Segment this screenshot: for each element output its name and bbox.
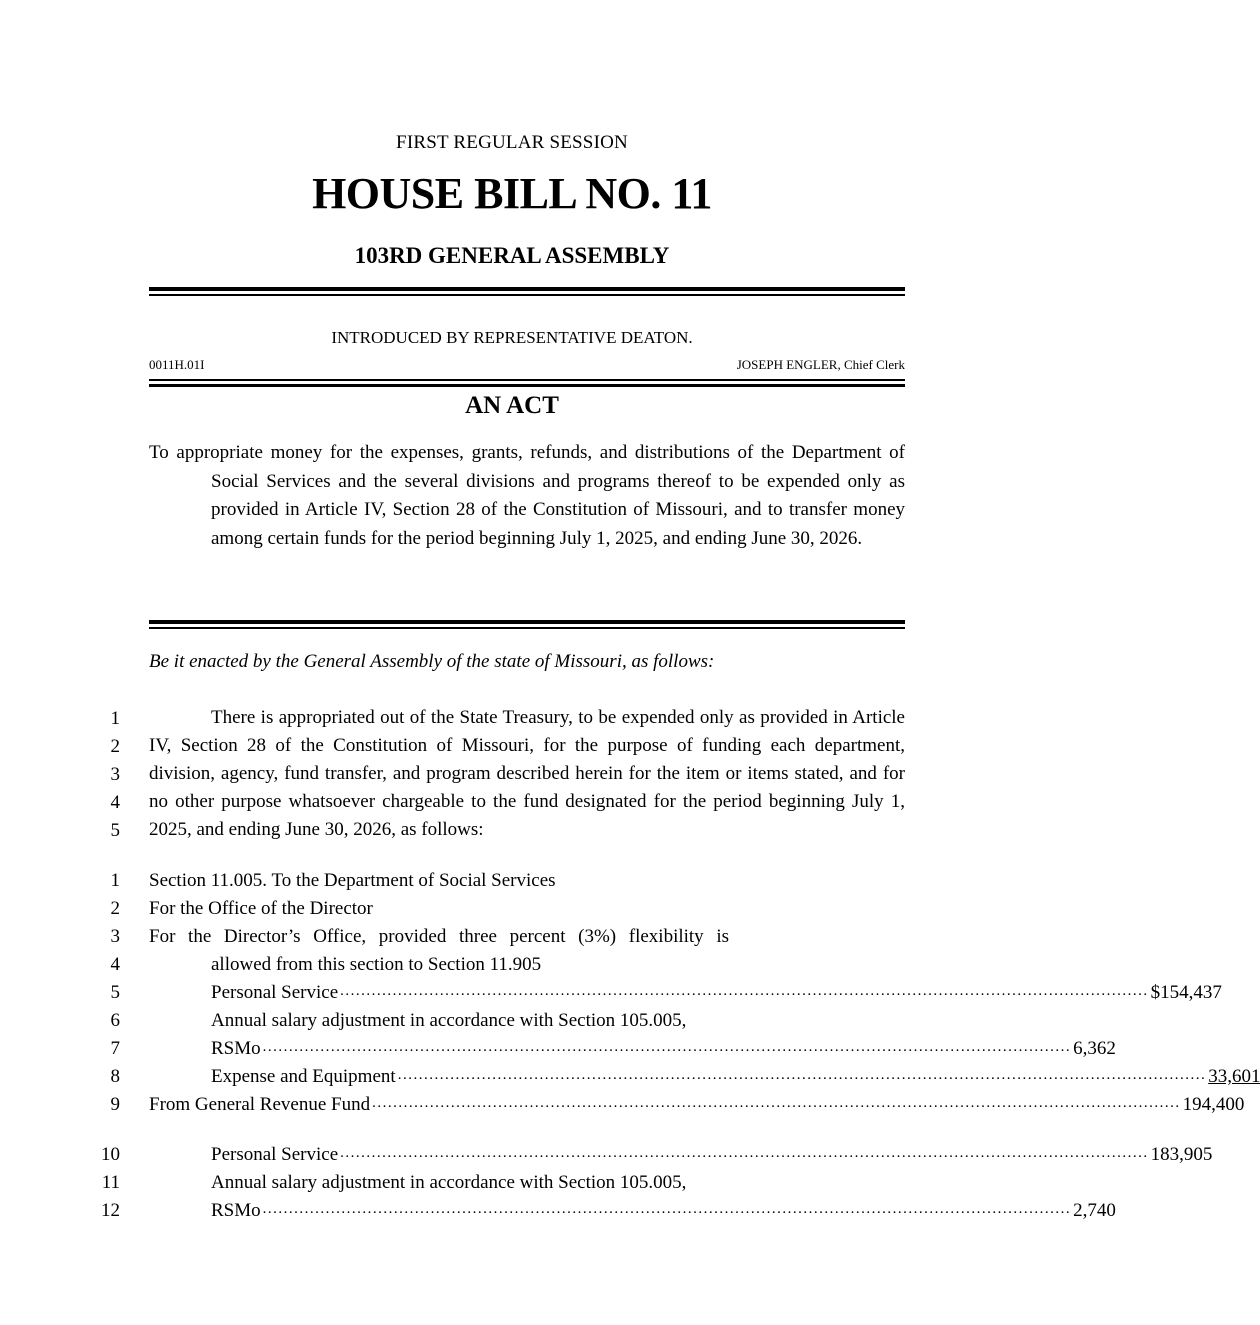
line-item bbox=[211, 1038, 1116, 1059]
item-label: Expense and Equipment bbox=[211, 1066, 396, 1087]
item-label: Personal Service bbox=[211, 1144, 339, 1165]
item-label: RSMo bbox=[211, 1200, 261, 1221]
line-number: 4 bbox=[110, 792, 120, 813]
line-number: 3 bbox=[110, 926, 120, 947]
item-label: Annual salary adjustment in accordance with Section 105.005, bbox=[211, 1172, 687, 1193]
line-number: 5 bbox=[110, 982, 120, 1003]
act-title: AN ACT bbox=[465, 392, 559, 419]
line-number: 4 bbox=[110, 954, 120, 975]
section-heading: Section 11.005. To the Department of Social Services bbox=[149, 870, 556, 891]
line-number: 2 bbox=[110, 736, 120, 757]
line-number: 9 bbox=[110, 1094, 120, 1115]
session-label: FIRST REGULAR SESSION bbox=[396, 132, 628, 153]
director-line-continued: allowed from this section to Section 11.905 bbox=[211, 954, 542, 975]
appropriation-text: There is appropriated out of the State Treasury, to be expended only as provided in Article IV, Section 28 of the Constitution of Missouri, for the purpose of funding each department, division, agency, fund transfer, and program described herein for the item or items stated, and for no other purpose whatsoever chargeable to the fund designated for the period beginning July 1, 2025, and ending June 30, 2026, as follows: bbox=[149, 707, 905, 840]
bill-code: 0011H.01I bbox=[149, 357, 205, 372]
line-number: 1 bbox=[110, 870, 120, 891]
leader-dots: .......................................................................................................................................................... bbox=[262, 1201, 1072, 1217]
line-number: 5 bbox=[110, 820, 120, 841]
item-amount: 2,740 bbox=[1073, 1200, 1116, 1221]
item-amount: 183,905 bbox=[1150, 1144, 1213, 1165]
line-number: 1 bbox=[110, 708, 120, 729]
fund-label: From General Revenue Fund bbox=[149, 1094, 371, 1115]
line-number: 12 bbox=[101, 1200, 120, 1221]
item-amount: 6,362 bbox=[1073, 1038, 1116, 1059]
line-number: 10 bbox=[101, 1144, 120, 1165]
introduced-by: INTRODUCED BY REPRESENTATIVE DEATON. bbox=[331, 328, 693, 347]
line-number: 8 bbox=[110, 1066, 120, 1087]
bill-number: HOUSE BILL NO. 11 bbox=[312, 169, 712, 218]
leader-dots: .......................................................................................................................................................... bbox=[340, 983, 1149, 999]
line-number: 7 bbox=[110, 1038, 120, 1059]
fund-total bbox=[149, 1094, 1245, 1115]
assembly-label: 103RD GENERAL ASSEMBLY bbox=[354, 243, 670, 268]
director-line: For the Director’s Office, provided three percent (3%) flexibility is bbox=[149, 926, 729, 947]
line-item bbox=[211, 1144, 1213, 1165]
line-item bbox=[211, 982, 1222, 1003]
appropriation-paragraph bbox=[149, 704, 905, 844]
line-number: 11 bbox=[101, 1172, 120, 1193]
leader-dots: .......................................................................................................................................................... bbox=[372, 1095, 1181, 1111]
item-label: Personal Service bbox=[211, 982, 339, 1003]
leader-dots: .......................................................................................................................................................... bbox=[262, 1039, 1072, 1055]
office-heading: For the Office of the Director bbox=[149, 898, 373, 919]
act-purpose-text: To appropriate money for the expenses, grants, refunds, and distributions of the Department of Social Services and the several divisions and programs thereof to be expended only as provided in Article IV, Section 28 of the Constitution of Missouri, and to transfer money among certain funds for the period beginning July 1, 2025, and ending June 30, 2026. bbox=[149, 442, 905, 549]
line-item bbox=[211, 1200, 1116, 1221]
item-amount: 33,601 bbox=[1208, 1066, 1260, 1087]
act-purpose bbox=[149, 439, 905, 553]
line-number: 3 bbox=[110, 764, 120, 785]
line-item bbox=[211, 1066, 1260, 1087]
item-amount: $154,437 bbox=[1150, 982, 1222, 1003]
leader-dots: .......................................................................................................................................................... bbox=[397, 1067, 1207, 1083]
leader-dots: .......................................................................................................................................................... bbox=[340, 1145, 1149, 1161]
item-label: RSMo bbox=[211, 1038, 261, 1059]
item-label: Annual salary adjustment in accordance with Section 105.005, bbox=[211, 1010, 687, 1031]
enacting-clause: Be it enacted by the General Assembly of the state of Missouri, as follows: bbox=[149, 651, 715, 672]
fund-amount: 194,400 bbox=[1182, 1094, 1245, 1115]
chief-clerk: JOSEPH ENGLER, Chief Clerk bbox=[736, 357, 905, 372]
line-number: 2 bbox=[110, 898, 120, 919]
line-number: 6 bbox=[110, 1010, 120, 1031]
